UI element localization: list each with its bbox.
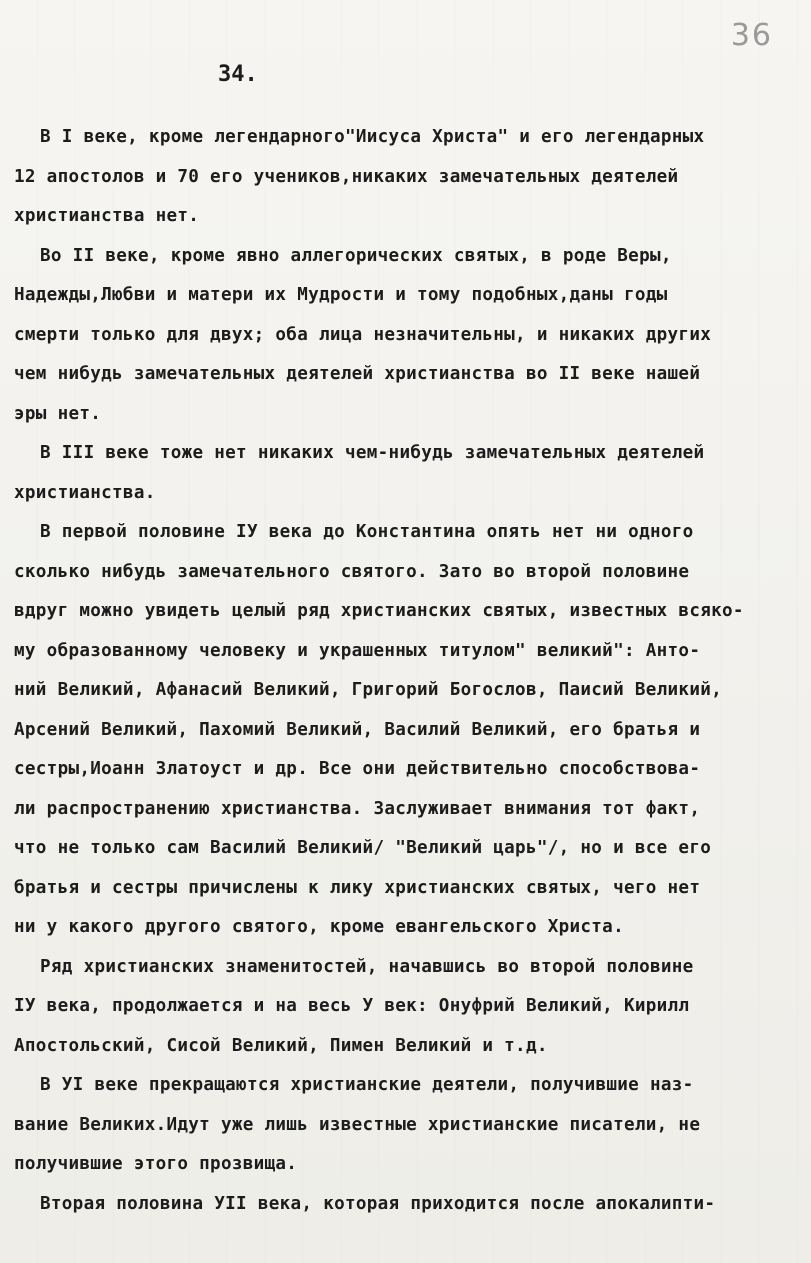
text-line: христианства. xyxy=(14,482,156,503)
text-line: чем нибудь замечательных деятелей христианства во II веке нашей xyxy=(14,364,701,384)
text-line: ний Великий, Афанасий Великий, Григорий Богослов, Паисий Великий, xyxy=(14,680,723,700)
page-number: 34. xyxy=(218,62,258,87)
typed-text-body xyxy=(14,118,804,1224)
text-line: братья и сестры причислены к лику христианских святых, чего нет xyxy=(14,877,701,898)
text-line: эры нет. xyxy=(14,403,102,424)
text-line: Ряд христианских знаменитостей, начавшись во второй половине xyxy=(40,956,694,977)
text-line: В УI веке прекращаются христианские деятели, получившие наз- xyxy=(40,1075,694,1095)
text-line: вдруг можно увидеть целый ряд христианских святых, известных всяко- xyxy=(14,601,744,621)
text-line: что не только сам Василий Великий/ "Великий царь"/, но и все его xyxy=(14,838,712,858)
text-line: IУ века, продолжается и на весь У век: Онуфрий Великий, Кирилл xyxy=(14,996,690,1016)
text-line: христианства нет. xyxy=(14,206,200,226)
text-line: ни у какого другого святого, кроме евангельского Христа. xyxy=(14,917,624,937)
archive-page-number: 36 xyxy=(730,18,773,53)
text-line: му образованному человеку и украшенных титулом" великий": Анто- xyxy=(14,640,701,661)
text-line: В I веке, кроме легендарного"Иисуса Христа" и его легендарных xyxy=(40,127,705,147)
text-line: ли распространению христианства. Заслуживает внимания тот факт, xyxy=(14,798,701,819)
text-line: сестры,Иоанн Златоуст и др. Все они действительно способствова- xyxy=(14,759,701,779)
text-line: Во II веке, кроме явно аллегорических святых, в роде Веры, xyxy=(40,245,672,266)
text-line: 12 апостолов и 70 его учеников,никаких замечательных деятелей xyxy=(14,166,679,187)
text-line: сколько нибудь замечательного святого. Зато во второй половине xyxy=(14,561,690,582)
text-line: Надежды,Любви и матери их Мудрости и тому подобных,даны годы xyxy=(14,285,668,305)
text-line: вание Великих.Идут уже лишь известные христианские писатели, не xyxy=(14,1114,701,1135)
text-line: получившие этого прозвища. xyxy=(14,1154,298,1174)
text-line: смерти только для двух; оба лица незначительны, и никаких других xyxy=(14,324,712,345)
text-line: Вторая половина УII века, которая приходится после апокалипти- xyxy=(40,1193,716,1214)
text-line: Апостольский, Сисой Великий, Пимен Великий и т.д. xyxy=(14,1035,548,1056)
text-line: В первой половине IУ века до Константина опять нет ни одного xyxy=(40,522,694,542)
text-line: В III веке тоже нет никаких чем-нибудь замечательных деятелей xyxy=(40,443,705,463)
text-line: Арсений Великий, Пахомий Великий, Василий Великий, его братья и xyxy=(14,719,701,740)
